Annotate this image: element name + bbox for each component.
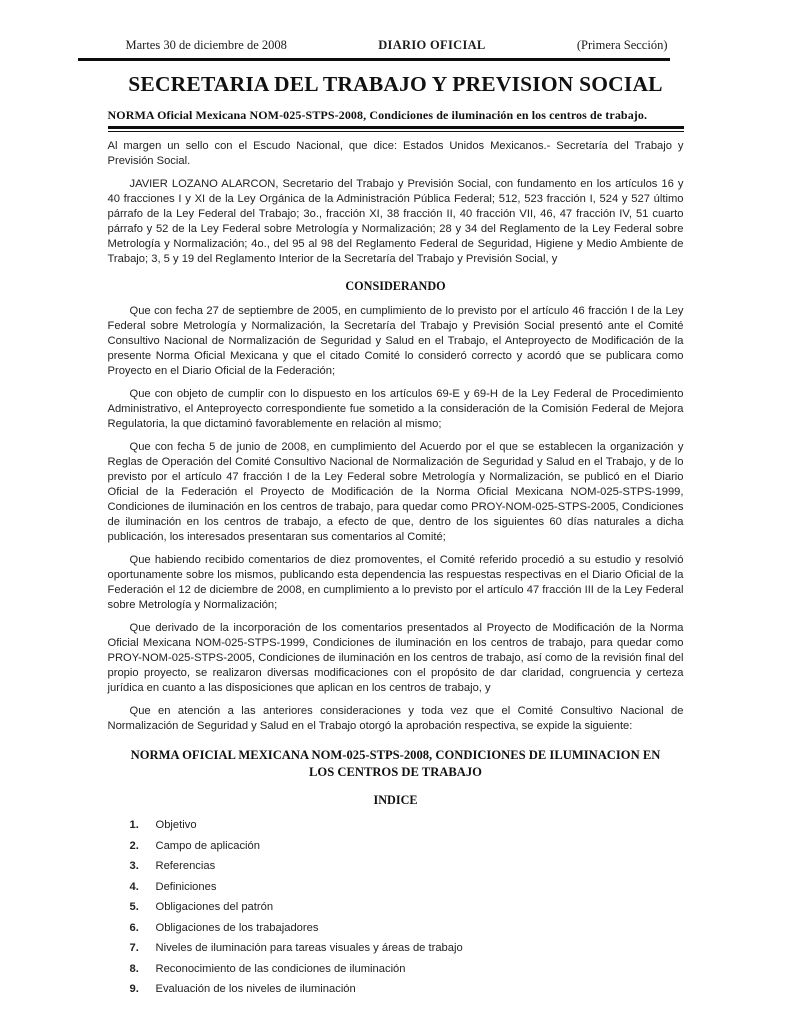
indice-item-label: Obligaciones de los trabajadores — [155, 921, 319, 934]
indice-item — [130, 818, 684, 833]
considerando-paragraph: Que en atención a las anteriores consideraciones y toda vez que el Comité Consultivo Nacional de Normalización de Seguridad y Salud en el Trabajo otorgó la aprobación respectiva, se expide la siguiente: — [107, 705, 684, 732]
indice-item-label: Reconocimiento de las condiciones de iluminación — [155, 962, 406, 975]
indice-item — [130, 921, 684, 936]
indice-item-number: 9. — [129, 983, 139, 995]
considerando-paragraph: Que con fecha 27 de septiembre de 2005, en cumplimiento de lo previsto por el artículo 46 fracción I de la Ley Federal sobre Metrología y Normalización, la Secretaría del Trabajo y Previsión Social presentó ante el Comité Consultivo Nacional de Normalización de Seguridad y Salud en el Trabajo, el Anteproyecto de Modificación de la presente Norma Oficial Mexicana y que el citado Comité lo consideró correcto y acordó que se publicara como Proyecto en el Diario Oficial de la Federación; — [107, 305, 684, 377]
norma-subject-line: NORMA Oficial Mexicana NOM-025-STPS-2008, Condiciones de iluminación en los centros de trabajo. — [107, 108, 648, 122]
indice-item — [130, 859, 684, 874]
indice-item-label: Evaluación de los niveles de iluminación — [155, 983, 356, 995]
indice-item-number: 8. — [129, 962, 139, 975]
indice-item-number: 4. — [129, 880, 139, 893]
indice-item-number: 7. — [129, 942, 139, 954]
indice-item — [130, 962, 684, 977]
indice-item — [130, 839, 684, 854]
indice-item-label: Referencias — [155, 860, 216, 872]
header-date: Martes 30 de diciembre de 2008 — [125, 38, 287, 52]
considerando-paragraph: Que habiendo recibido comentarios de diez promoventes, el Comité referido procedió a su estudio y resolvió oportunamente sobre los mismos, publicando esta dependencia las respuestas respectivas en el Diario Oficial de la Federación el 12 de diciembre de 2008, en cumplimiento a lo previsto por el artículo 47 fracción III de la Ley Federal sobre Metrología y Normalización; — [107, 554, 684, 611]
indice-item — [130, 880, 684, 895]
indice-item-label: Niveles de iluminación para tareas visuales y áreas de trabajo — [155, 942, 463, 954]
indice-item-number: 3. — [129, 860, 139, 872]
considerando-paragraph: Que con fecha 5 de junio de 2008, en cumplimiento del Acuerdo por el que se establecen la organización y Reglas de Operación del Comité Consultivo Nacional de Normalización de Seguridad y Salud en el Trabajo, y de lo previsto por el artículo 47 fracción I de la Ley Federal sobre Metrología y Normalización, se publicó en el Diario Oficial de la Federación el Proyecto de Modificación de la Norma Oficial Mexicana NOM-025-STPS-1999, Condiciones de iluminación en los centros de trabajo, para quedar como PROY-NOM-025-STPS-2005, Condiciones de iluminación en los centros de trabajo, a efecto de que, dentro de los siguientes 60 días naturales a dicha publicación, los interesados presentaran sus comentarios al Comité; — [107, 441, 684, 543]
header-section: (Primera Sección) — [576, 38, 668, 52]
indice-item-number: 1. — [129, 819, 139, 831]
norma-oficial-heading: NORMA OFICIAL MEXICANA NOM-025-STPS-2008, CONDICIONES DE ILUMINACION EN LOS CENTROS DE TRABAJO — [130, 748, 661, 779]
indice-item — [130, 941, 684, 956]
paragraph-fundamento: JAVIER LOZANO ALARCON, Secretario del Trabajo y Previsión Social, con fundamento en los artículos 16 y 40 fracciones I y XI de la Ley Orgánica de la Administración Pública Federal; 512, 523 fracción I, 524 y 527 último párrafo de la Ley Federal del Trabajo; 3o., fracción XI, 38 fracción II, 40 fracción VII, 46, 47 fracción IV, 51 cuarto párrafo y 52 de la Ley Federal sobre Metrología y Normalización; 28 y 34 del Reglamento de la Ley Federal sobre Metrología y Normalización; 4o., del 95 al 98 del Reglamento Federal de Seguridad, Higiene y Medio Ambiente de Trabajo; 3, 5 y 19 del Reglamento Interior de la Secretaría del Trabajo y Previsión Social, y — [107, 178, 684, 265]
double-rule — [108, 126, 684, 132]
indice-item-number: 6. — [129, 921, 139, 934]
header-publication-title: DIARIO OFICIAL — [378, 38, 486, 52]
indice-item-label: Definiciones — [155, 880, 217, 893]
masthead — [78, 38, 670, 61]
considerando-paragraph: Que derivado de la incorporación de los comentarios presentados al Proyecto de Modificación de la Norma Oficial Mexicana NOM-025-STPS-1999, Condiciones de iluminación en los centros de trabajo, para quedar como PROY-NOM-025-STPS-2005, Condiciones de iluminación en los centros de trabajo, así como de la revisión final del propio proyecto, se realizaron diversas modificaciones con el propósito de dar claridad, congruencia y certeza jurídica en cuanto a las disposiciones que aplican en los centros de trabajo, y — [107, 622, 684, 694]
page-title: SECRETARIA DEL TRABAJO Y PREVISION SOCIAL — [128, 72, 663, 96]
indice-item — [130, 982, 684, 997]
document-body — [108, 139, 684, 997]
indice-heading: INDICE — [373, 793, 418, 807]
indice-item-number: 5. — [129, 901, 139, 913]
paragraph-al-margen: Al margen un sello con el Escudo Nacional, que dice: Estados Unidos Mexicanos.- Secretaría del Trabajo y Previsión Social. — [107, 140, 684, 167]
indice-item-label: Campo de aplicación — [155, 839, 260, 852]
indice-item-label: Objetivo — [155, 819, 197, 831]
considerando-paragraph: Que con objeto de cumplir con lo dispuesto en los artículos 69-E y 69-H de la Ley Federal de Procedimiento Administrativo, el Anteproyecto correspondiente fue sometido a la consideración de la Comisión Federal de Mejora Regulatoria, la que dictaminó favorablemente en relación al mismo; — [107, 388, 684, 430]
indice-item — [130, 900, 684, 915]
indice-item-label: Obligaciones del patrón — [155, 901, 274, 913]
indice-item-number: 2. — [129, 839, 139, 852]
considerando-heading: CONSIDERANDO — [345, 279, 446, 293]
indice-list — [108, 818, 684, 997]
